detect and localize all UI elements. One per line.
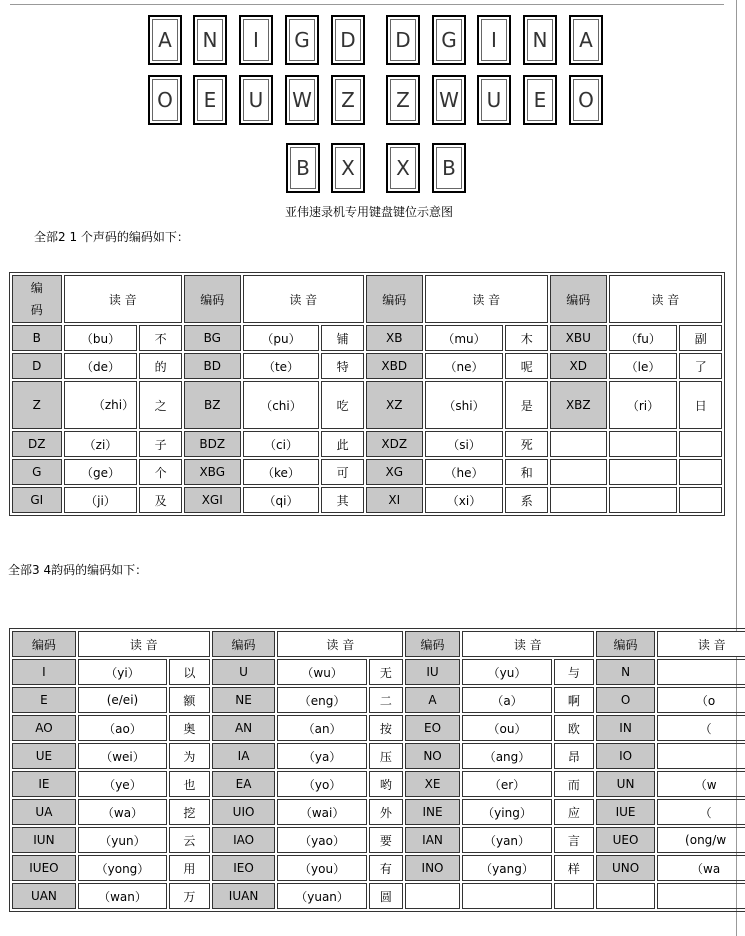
code-cell: XGI xyxy=(184,487,241,513)
key-z: Z xyxy=(331,75,365,125)
key-e: E xyxy=(523,75,557,125)
pinyin-cell: （wa） xyxy=(78,799,167,825)
hanzi-cell: 外 xyxy=(369,799,403,825)
hanzi-cell: 日 xyxy=(679,381,722,429)
pinyin-cell: （shi） xyxy=(425,381,504,429)
hanzi-cell: 不 xyxy=(139,325,182,351)
key-w: W xyxy=(432,75,466,125)
code-cell xyxy=(550,431,607,457)
hanzi-cell: 用 xyxy=(169,855,210,881)
pinyin-cell: （qi） xyxy=(243,487,320,513)
pinyin-cell xyxy=(657,883,745,909)
pinyin-cell: (e/ei) xyxy=(78,687,167,713)
code-cell: IEO xyxy=(212,855,276,881)
code-cell: NO xyxy=(405,743,460,769)
code-cell: INO xyxy=(405,855,460,881)
header-reading: 读 音 xyxy=(657,631,745,657)
pinyin-cell: （wai） xyxy=(277,799,366,825)
hanzi-cell: 云 xyxy=(169,827,210,853)
pinyin-cell: （si） xyxy=(425,431,504,457)
pinyin-cell: （yun） xyxy=(78,827,167,853)
code-cell: IAN xyxy=(405,827,460,853)
hanzi-cell: 奥 xyxy=(169,715,210,741)
initials-table xyxy=(9,272,725,516)
hanzi-cell: 言 xyxy=(554,827,594,853)
code-cell: IAO xyxy=(212,827,276,853)
pinyin-cell: （ye） xyxy=(78,771,167,797)
initials-intro: 全部2 1 个声码的编码如下： xyxy=(34,230,189,244)
key-n: N xyxy=(523,15,557,65)
pinyin-cell: （er） xyxy=(462,771,552,797)
table-row xyxy=(12,743,745,769)
finals-intro: 全部3 4韵码的编码如下： xyxy=(8,563,148,577)
code-cell: XI xyxy=(366,487,423,513)
key-b: B xyxy=(286,143,320,193)
pinyin-cell: (ong/w xyxy=(657,827,745,853)
table-row xyxy=(12,381,722,429)
pinyin-cell xyxy=(657,659,745,685)
pinyin-cell: （wu） xyxy=(277,659,366,685)
hanzi-cell: 其 xyxy=(321,487,364,513)
hanzi-cell: 和 xyxy=(505,459,548,485)
pinyin-cell: （mu） xyxy=(425,325,504,351)
hanzi-cell: 的 xyxy=(139,353,182,379)
pinyin-cell: （ya） xyxy=(277,743,366,769)
key-b: B xyxy=(432,143,466,193)
hanzi-cell: 及 xyxy=(139,487,182,513)
code-cell xyxy=(596,883,656,909)
hanzi-cell: 而 xyxy=(554,771,594,797)
code-cell: XB xyxy=(366,325,423,351)
code-cell: BZ xyxy=(184,381,241,429)
header-reading: 读 音 xyxy=(609,275,722,323)
table-row xyxy=(12,353,722,379)
hanzi-cell: 要 xyxy=(369,827,403,853)
key-x: X xyxy=(331,143,365,193)
code-cell: EO xyxy=(405,715,460,741)
code-cell: IO xyxy=(596,743,656,769)
hanzi-cell: 额 xyxy=(169,687,210,713)
code-cell: EA xyxy=(212,771,276,797)
code-cell: DZ xyxy=(12,431,62,457)
code-cell: IU xyxy=(405,659,460,685)
code-cell: XBG xyxy=(184,459,241,485)
code-cell: E xyxy=(12,687,76,713)
table-row xyxy=(12,883,745,909)
hanzi-cell: 有 xyxy=(369,855,403,881)
code-cell: IA xyxy=(212,743,276,769)
pinyin-cell: （ge） xyxy=(64,459,138,485)
pinyin-cell xyxy=(609,431,678,457)
key-g: G xyxy=(285,15,319,65)
header-reading: 读 音 xyxy=(277,631,403,657)
pinyin-cell: （de） xyxy=(64,353,138,379)
code-cell: G xyxy=(12,459,62,485)
code-cell: BD xyxy=(184,353,241,379)
top-divider xyxy=(10,4,724,5)
pinyin-cell: （ying） xyxy=(462,799,552,825)
key-n: N xyxy=(193,15,227,65)
table-row xyxy=(12,715,745,741)
hanzi-cell: 了 xyxy=(679,353,722,379)
pinyin-cell: （ci） xyxy=(243,431,320,457)
hanzi-cell: 是 xyxy=(505,381,548,429)
hanzi-cell: 吃 xyxy=(321,381,364,429)
key-o: O xyxy=(148,75,182,125)
pinyin-cell: （ou） xyxy=(462,715,552,741)
code-cell: IUE xyxy=(596,799,656,825)
key-g: G xyxy=(432,15,466,65)
code-cell: UE xyxy=(12,743,76,769)
pinyin-cell: （yong） xyxy=(78,855,167,881)
hanzi-cell: 无 xyxy=(369,659,403,685)
pinyin-cell: （yao） xyxy=(277,827,366,853)
key-x: X xyxy=(386,143,420,193)
hanzi-cell: 也 xyxy=(169,771,210,797)
code-cell: AN xyxy=(212,715,276,741)
hanzi-cell: 挖 xyxy=(169,799,210,825)
hanzi-cell: 之 xyxy=(139,381,182,429)
header-code: 编码 xyxy=(12,631,76,657)
hanzi-cell: 铺 xyxy=(321,325,364,351)
code-cell: GI xyxy=(12,487,62,513)
code-cell: D xyxy=(12,353,62,379)
pinyin-cell: （zhi） xyxy=(64,381,138,429)
code-cell: I xyxy=(12,659,76,685)
pinyin-cell: （wei） xyxy=(78,743,167,769)
code-cell: NE xyxy=(212,687,276,713)
code-cell: XG xyxy=(366,459,423,485)
hanzi-cell xyxy=(554,883,594,909)
pinyin-cell: （you） xyxy=(277,855,366,881)
code-cell: UEO xyxy=(596,827,656,853)
pinyin-cell xyxy=(657,743,745,769)
pinyin-cell: （an） xyxy=(277,715,366,741)
code-cell: IUEO xyxy=(12,855,76,881)
code-cell: UAN xyxy=(12,883,76,909)
hanzi-cell: 个 xyxy=(139,459,182,485)
code-cell: AO xyxy=(12,715,76,741)
keyboard-caption: 亚伟速录机专用键盘键位示意图 xyxy=(285,205,454,219)
pinyin-cell: （yan） xyxy=(462,827,552,853)
code-cell: XDZ xyxy=(366,431,423,457)
pinyin-cell xyxy=(609,487,678,513)
table-row xyxy=(12,827,745,853)
hanzi-cell: 与 xyxy=(554,659,594,685)
code-cell: BDZ xyxy=(184,431,241,457)
key-i: I xyxy=(477,15,511,65)
pinyin-cell: （zi） xyxy=(64,431,138,457)
code-cell: XBD xyxy=(366,353,423,379)
table-row xyxy=(12,855,745,881)
code-cell: O xyxy=(596,687,656,713)
hanzi-cell: 死 xyxy=(505,431,548,457)
pinyin-cell: （w xyxy=(657,771,745,797)
table-row xyxy=(12,459,722,485)
pinyin-cell: （wan） xyxy=(78,883,167,909)
code-cell: Z xyxy=(12,381,62,429)
pinyin-cell: （yang） xyxy=(462,855,552,881)
hanzi-cell: 昂 xyxy=(554,743,594,769)
pinyin-cell: （ang） xyxy=(462,743,552,769)
hanzi-cell: 木 xyxy=(505,325,548,351)
hanzi-cell: 系 xyxy=(505,487,548,513)
code-cell: UIO xyxy=(212,799,276,825)
code-cell xyxy=(550,459,607,485)
header-reading: 读 音 xyxy=(425,275,548,323)
code-cell: XBZ xyxy=(550,381,607,429)
hanzi-cell: 以 xyxy=(169,659,210,685)
code-cell: UNO xyxy=(596,855,656,881)
pinyin-cell: （eng） xyxy=(277,687,366,713)
hanzi-cell: 子 xyxy=(139,431,182,457)
pinyin-cell: （pu） xyxy=(243,325,320,351)
table-row xyxy=(12,659,745,685)
hanzi-cell: 为 xyxy=(169,743,210,769)
header-code: 编码 xyxy=(596,631,656,657)
header-code: 编 码 xyxy=(12,275,62,323)
code-cell: U xyxy=(212,659,276,685)
pinyin-cell: （fu） xyxy=(609,325,678,351)
hanzi-cell: 特 xyxy=(321,353,364,379)
code-cell: IE xyxy=(12,771,76,797)
pinyin-cell xyxy=(462,883,552,909)
pinyin-cell: （te） xyxy=(243,353,320,379)
code-cell: BG xyxy=(184,325,241,351)
pinyin-cell: （yi） xyxy=(78,659,167,685)
code-cell: N xyxy=(596,659,656,685)
key-e: E xyxy=(193,75,227,125)
key-w: W xyxy=(285,75,319,125)
finals-table xyxy=(9,628,745,912)
key-a: A xyxy=(569,15,603,65)
code-cell: A xyxy=(405,687,460,713)
header-code: 编码 xyxy=(184,275,241,323)
header-reading: 读 音 xyxy=(462,631,594,657)
code-cell: INE xyxy=(405,799,460,825)
table-row xyxy=(12,487,722,513)
header-code: 编码 xyxy=(405,631,460,657)
code-cell: IUN xyxy=(12,827,76,853)
pinyin-cell xyxy=(609,459,678,485)
hanzi-cell: 欧 xyxy=(554,715,594,741)
hanzi-cell: 呢 xyxy=(505,353,548,379)
header-reading: 读 音 xyxy=(78,631,210,657)
key-o: O xyxy=(569,75,603,125)
code-cell xyxy=(550,487,607,513)
pinyin-cell: （yuan） xyxy=(277,883,366,909)
hanzi-cell xyxy=(679,459,722,485)
key-i: I xyxy=(239,15,273,65)
hanzi-cell: 啊 xyxy=(554,687,594,713)
table-row xyxy=(12,431,722,457)
hanzi-cell xyxy=(679,487,722,513)
hanzi-cell: 压 xyxy=(369,743,403,769)
hanzi-cell: 哟 xyxy=(369,771,403,797)
header-code: 编码 xyxy=(550,275,607,323)
pinyin-cell: （bu） xyxy=(64,325,138,351)
code-cell xyxy=(405,883,460,909)
pinyin-cell: （ xyxy=(657,799,745,825)
hanzi-cell: 应 xyxy=(554,799,594,825)
hanzi-cell: 此 xyxy=(321,431,364,457)
pinyin-cell: （a） xyxy=(462,687,552,713)
code-cell: UN xyxy=(596,771,656,797)
pinyin-cell: （o xyxy=(657,687,745,713)
pinyin-cell: （wa xyxy=(657,855,745,881)
code-cell: IN xyxy=(596,715,656,741)
code-cell: XD xyxy=(550,353,607,379)
key-z: Z xyxy=(386,75,420,125)
hanzi-cell: 样 xyxy=(554,855,594,881)
table-row xyxy=(12,687,745,713)
pinyin-cell: （le） xyxy=(609,353,678,379)
pinyin-cell: （ xyxy=(657,715,745,741)
pinyin-cell: （ne） xyxy=(425,353,504,379)
code-cell: IUAN xyxy=(212,883,276,909)
hanzi-cell xyxy=(679,431,722,457)
hanzi-cell: 万 xyxy=(169,883,210,909)
table-row xyxy=(12,325,722,351)
hanzi-cell: 可 xyxy=(321,459,364,485)
table-row xyxy=(12,771,745,797)
code-cell: B xyxy=(12,325,62,351)
pinyin-cell: （ji） xyxy=(64,487,138,513)
hanzi-cell: 圆 xyxy=(369,883,403,909)
pinyin-cell: （yu） xyxy=(462,659,552,685)
key-d: D xyxy=(386,15,420,65)
key-u: U xyxy=(477,75,511,125)
key-u: U xyxy=(239,75,273,125)
table-row xyxy=(12,799,745,825)
code-cell: XE xyxy=(405,771,460,797)
code-cell: UA xyxy=(12,799,76,825)
header-reading: 读 音 xyxy=(243,275,364,323)
header-code: 编码 xyxy=(366,275,423,323)
pinyin-cell: （he） xyxy=(425,459,504,485)
header-code: 编码 xyxy=(212,631,276,657)
pinyin-cell: （chi） xyxy=(243,381,320,429)
hanzi-cell: 按 xyxy=(369,715,403,741)
pinyin-cell: （ao） xyxy=(78,715,167,741)
hanzi-cell: 二 xyxy=(369,687,403,713)
pinyin-cell: （xi） xyxy=(425,487,504,513)
code-cell: XZ xyxy=(366,381,423,429)
header-reading: 读 音 xyxy=(64,275,182,323)
hanzi-cell: 副 xyxy=(679,325,722,351)
key-d: D xyxy=(331,15,365,65)
pinyin-cell: （ri） xyxy=(609,381,678,429)
key-a: A xyxy=(148,15,182,65)
pinyin-cell: （yo） xyxy=(277,771,366,797)
code-cell: XBU xyxy=(550,325,607,351)
pinyin-cell: （ke） xyxy=(243,459,320,485)
